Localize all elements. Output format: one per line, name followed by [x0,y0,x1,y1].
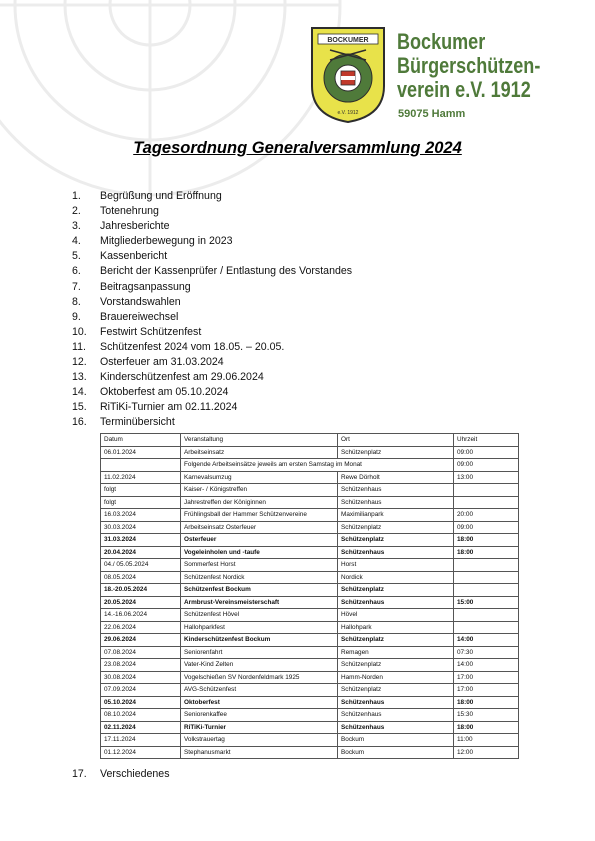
cell-date: folgt [101,484,181,497]
schedule-row [101,571,519,584]
agenda-number: 4. [72,235,81,248]
cell-place: Schützenplatz [338,659,454,672]
schedule-row [101,709,519,722]
agenda-text: Festwirt Schützenfest [100,325,202,338]
cell-event: Jahrestreffen der Königinnen [181,496,338,509]
cell-date: 07.09.2024 [101,684,181,697]
agenda-item [0,310,595,325]
cell-date: 14.-16.06.2024 [101,609,181,622]
agenda-number: 14. [72,386,87,399]
cell-time: 14:00 [454,659,519,672]
cell-date: 05.10.2024 [101,696,181,709]
cell-time [454,584,519,597]
cell-place: Hamm-Norden [338,671,454,684]
cell-event: Sommerfest Horst [181,559,338,572]
svg-text:BOCKUMER: BOCKUMER [327,37,369,44]
schedule-row [101,721,519,734]
agenda-item [0,370,595,385]
cell-place: Schützenplatz [338,634,454,647]
agenda-text: Beitragsanpassung [100,280,191,293]
cell-event: Kinderschützenfest Bockum [181,634,338,647]
cell-event: Arbeitseinsatz [181,446,338,459]
cell-place: Schützenhaus [338,496,454,509]
cell-date: 20.04.2024 [101,546,181,559]
agenda-item [0,280,595,295]
agenda-number: 6. [72,265,81,278]
header-place: Ort [338,434,454,447]
cell-date: 17.11.2024 [101,734,181,747]
cell-place: Schützenplatz [338,684,454,697]
agenda-number: 17. [72,768,87,780]
cell-time: 20:00 [454,509,519,522]
cell-event: Seniorenkaffee [181,709,338,722]
agenda-item [0,295,595,310]
cell-event: Schützenfest Bockum [181,584,338,597]
cell-date: 01.12.2024 [101,746,181,759]
cell-time: 14:00 [454,634,519,647]
cell-time: 18:00 [454,546,519,559]
cell-event: Volkstrauertag [181,734,338,747]
cell-place: Schützenhaus [338,596,454,609]
agenda-item [0,415,595,430]
agenda-item [0,264,595,279]
agenda-number: 13. [72,371,87,384]
svg-text:e.V. 1912: e.V. 1912 [337,110,359,116]
cell-date: 22.06.2024 [101,621,181,634]
agenda-text: Schützenfest 2024 vom 18.05. – 20.05. [100,340,285,353]
cell-time [454,609,519,622]
org-line-1: Bockumer [397,29,486,54]
cell-time: 18:00 [454,696,519,709]
cell-time: 07:30 [454,646,519,659]
agenda-text: Verschiedenes [100,768,170,780]
schedule-row [101,609,519,622]
cell-time: 15:00 [454,596,519,609]
cell-place: Horst [338,559,454,572]
agenda-number: 12. [72,356,87,369]
agenda-text: Kassenbericht [100,250,168,263]
cell-date: 04./ 05.05.2024 [101,559,181,572]
cell-date: 08.05.2024 [101,571,181,584]
agenda-number: 10. [72,325,87,338]
document-title: Tagesordnung Generalversammlung 2024 [133,139,462,157]
cell-event: Vogeleinholen und -taufe [181,546,338,559]
agenda-item [0,204,595,219]
cell-date: 02.11.2024 [101,721,181,734]
agenda-text: Bericht der Kassenprüfer / Entlastung des Vorstandes [100,265,353,278]
cell-time: 17:00 [454,684,519,697]
agenda-number: 8. [72,295,81,308]
schedule-row [101,509,519,522]
cell-event: Vogelschießen SV Nordenfeldmark 1925 [181,671,338,684]
cell-event: Schützenfest Nordick [181,571,338,584]
agenda-text: Mitgliederbewegung in 2023 [100,235,233,248]
club-logo [310,26,386,124]
cell-date: 18.-20.05.2024 [101,584,181,597]
agenda-item [0,249,595,264]
cell-time: 15:30 [454,709,519,722]
cell-place: Schützenplatz [338,534,454,547]
cell-place: Maximilianpark [338,509,454,522]
cell-place: Remagen [338,646,454,659]
agenda-number: 1. [72,190,81,202]
agenda-text: Kinderschützenfest am 29.06.2024 [100,371,264,384]
organization-city: 59075 Hamm [398,108,466,120]
cell-place: Schützenplatz [338,446,454,459]
cell-date: 11.02.2024 [101,471,181,484]
cell-date: 20.05.2024 [101,596,181,609]
cell-date: 23.08.2024 [101,659,181,672]
agenda-number: 15. [72,401,87,414]
agenda-text: RiTiKi-Turnier am 02.11.2024 [100,401,238,414]
organization-name [397,30,540,102]
agenda-text: Oktoberfest am 05.10.2024 [100,386,229,399]
cell-place: Schützenhaus [338,721,454,734]
cell-event: Arbeitseinsatz Osterfeuer [181,521,338,534]
schedule-header-row [101,434,519,447]
agenda-text: Jahresberichte [100,220,170,233]
cell-time: 18:00 [454,534,519,547]
cell-date: 08.10.2024 [101,709,181,722]
cell-time [454,559,519,572]
cell-date: 07.08.2024 [101,646,181,659]
schedule-row [101,496,519,509]
cell-event: AVG-Schützenfest [181,684,338,697]
agenda-list [0,189,595,431]
cell-event: Kaiser- / Königstreffen [181,484,338,497]
agenda-item [0,234,595,249]
schedule-table [100,433,519,759]
cell-place: Nordick [338,571,454,584]
cell-event: RiTiKi-Turnier [181,721,338,734]
cell-date [101,459,181,472]
cell-date: 30.03.2024 [101,521,181,534]
cell-date: 30.08.2024 [101,671,181,684]
cell-event: Folgende Arbeitseinsätze jeweils am ersten Samstag im Monat [181,459,454,472]
cell-place: Schützenplatz [338,584,454,597]
schedule-row [101,546,519,559]
schedule-row [101,684,519,697]
agenda-number: 11. [72,340,86,353]
agenda-item [0,219,595,234]
schedule-row [101,484,519,497]
cell-date: folgt [101,496,181,509]
cell-time: 09:00 [454,521,519,534]
cell-time [454,484,519,497]
schedule-row [101,621,519,634]
cell-time: 18:00 [454,721,519,734]
cell-place: Schützenplatz [338,521,454,534]
agenda-number: 3. [72,220,81,233]
schedule-row [101,659,519,672]
cell-time: 13:00 [454,471,519,484]
cell-time: 17:00 [454,671,519,684]
agenda-number: 2. [72,205,81,218]
cell-event: Hallohparkfest [181,621,338,634]
cell-event: Frühlingsball der Hammer Schützenvereine [181,509,338,522]
header-date: Datum [101,434,181,447]
cell-time: 12:00 [454,746,519,759]
cell-event: Oktoberfest [181,696,338,709]
agenda-number: 5. [72,250,81,263]
cell-date: 31.03.2024 [101,534,181,547]
header-time: Uhrzeit [454,434,519,447]
schedule-row [101,459,519,472]
cell-event: Seniorenfahrt [181,646,338,659]
schedule-row [101,534,519,547]
agenda-item [0,385,595,400]
schedule-row [101,596,519,609]
cell-date: 06.01.2024 [101,446,181,459]
agenda-number: 16. [72,416,87,429]
header-event: Veranstaltung [181,434,338,447]
agenda-text: Brauereiwechsel [100,310,179,323]
cell-place: Schützenhaus [338,484,454,497]
schedule-row [101,746,519,759]
cell-event: Osterfeuer [181,534,338,547]
org-line-2: Bürgerschützen- [397,53,541,78]
cell-time: 11:00 [454,734,519,747]
schedule-row [101,446,519,459]
cell-time [454,621,519,634]
cell-event: Armbrust-Vereinsmeisterschaft [181,596,338,609]
schedule-row [101,471,519,484]
schedule-row [101,521,519,534]
agenda-text: Begrüßung und Eröffnung [100,190,222,202]
cell-time: 09:00 [454,446,519,459]
cell-place: Schützenhaus [338,696,454,709]
cell-place: Schützenhaus [338,546,454,559]
agenda-item [0,325,595,340]
cell-place: Bockum [338,734,454,747]
schedule-row [101,559,519,572]
cell-time [454,496,519,509]
cell-event: Stephanusmarkt [181,746,338,759]
agenda-text: Terminübersicht [100,416,175,429]
cell-place: Rewe Dörholt [338,471,454,484]
agenda-number: 7. [72,280,81,293]
cell-place: Hallohpark [338,621,454,634]
agenda-text: Vorstandswahlen [100,295,181,308]
cell-time [454,571,519,584]
cell-place: Schützenhaus [338,709,454,722]
cell-event: Vater-Kind Zelten [181,659,338,672]
cell-date: 16.03.2024 [101,509,181,522]
schedule-row [101,646,519,659]
agenda-text: Osterfeuer am 31.03.2024 [100,356,224,369]
agenda-item [0,189,595,204]
schedule-row [101,734,519,747]
cell-date: 29.06.2024 [101,634,181,647]
cell-time: 09:00 [454,459,519,472]
schedule-row [101,671,519,684]
cell-event: Karnevalsumzug [181,471,338,484]
cell-place: Hövel [338,609,454,622]
org-line-3: verein e.V. 1912 [397,77,531,102]
cell-place: Bockum [338,746,454,759]
schedule-row [101,584,519,597]
agenda-text: Totenehrung [100,205,159,218]
agenda-number: 9. [72,310,81,323]
agenda-item [0,400,595,415]
schedule-row [101,634,519,647]
cell-event: Schützenfest Hövel [181,609,338,622]
agenda-item [0,340,595,355]
schedule-row [101,696,519,709]
agenda-item [0,355,595,370]
